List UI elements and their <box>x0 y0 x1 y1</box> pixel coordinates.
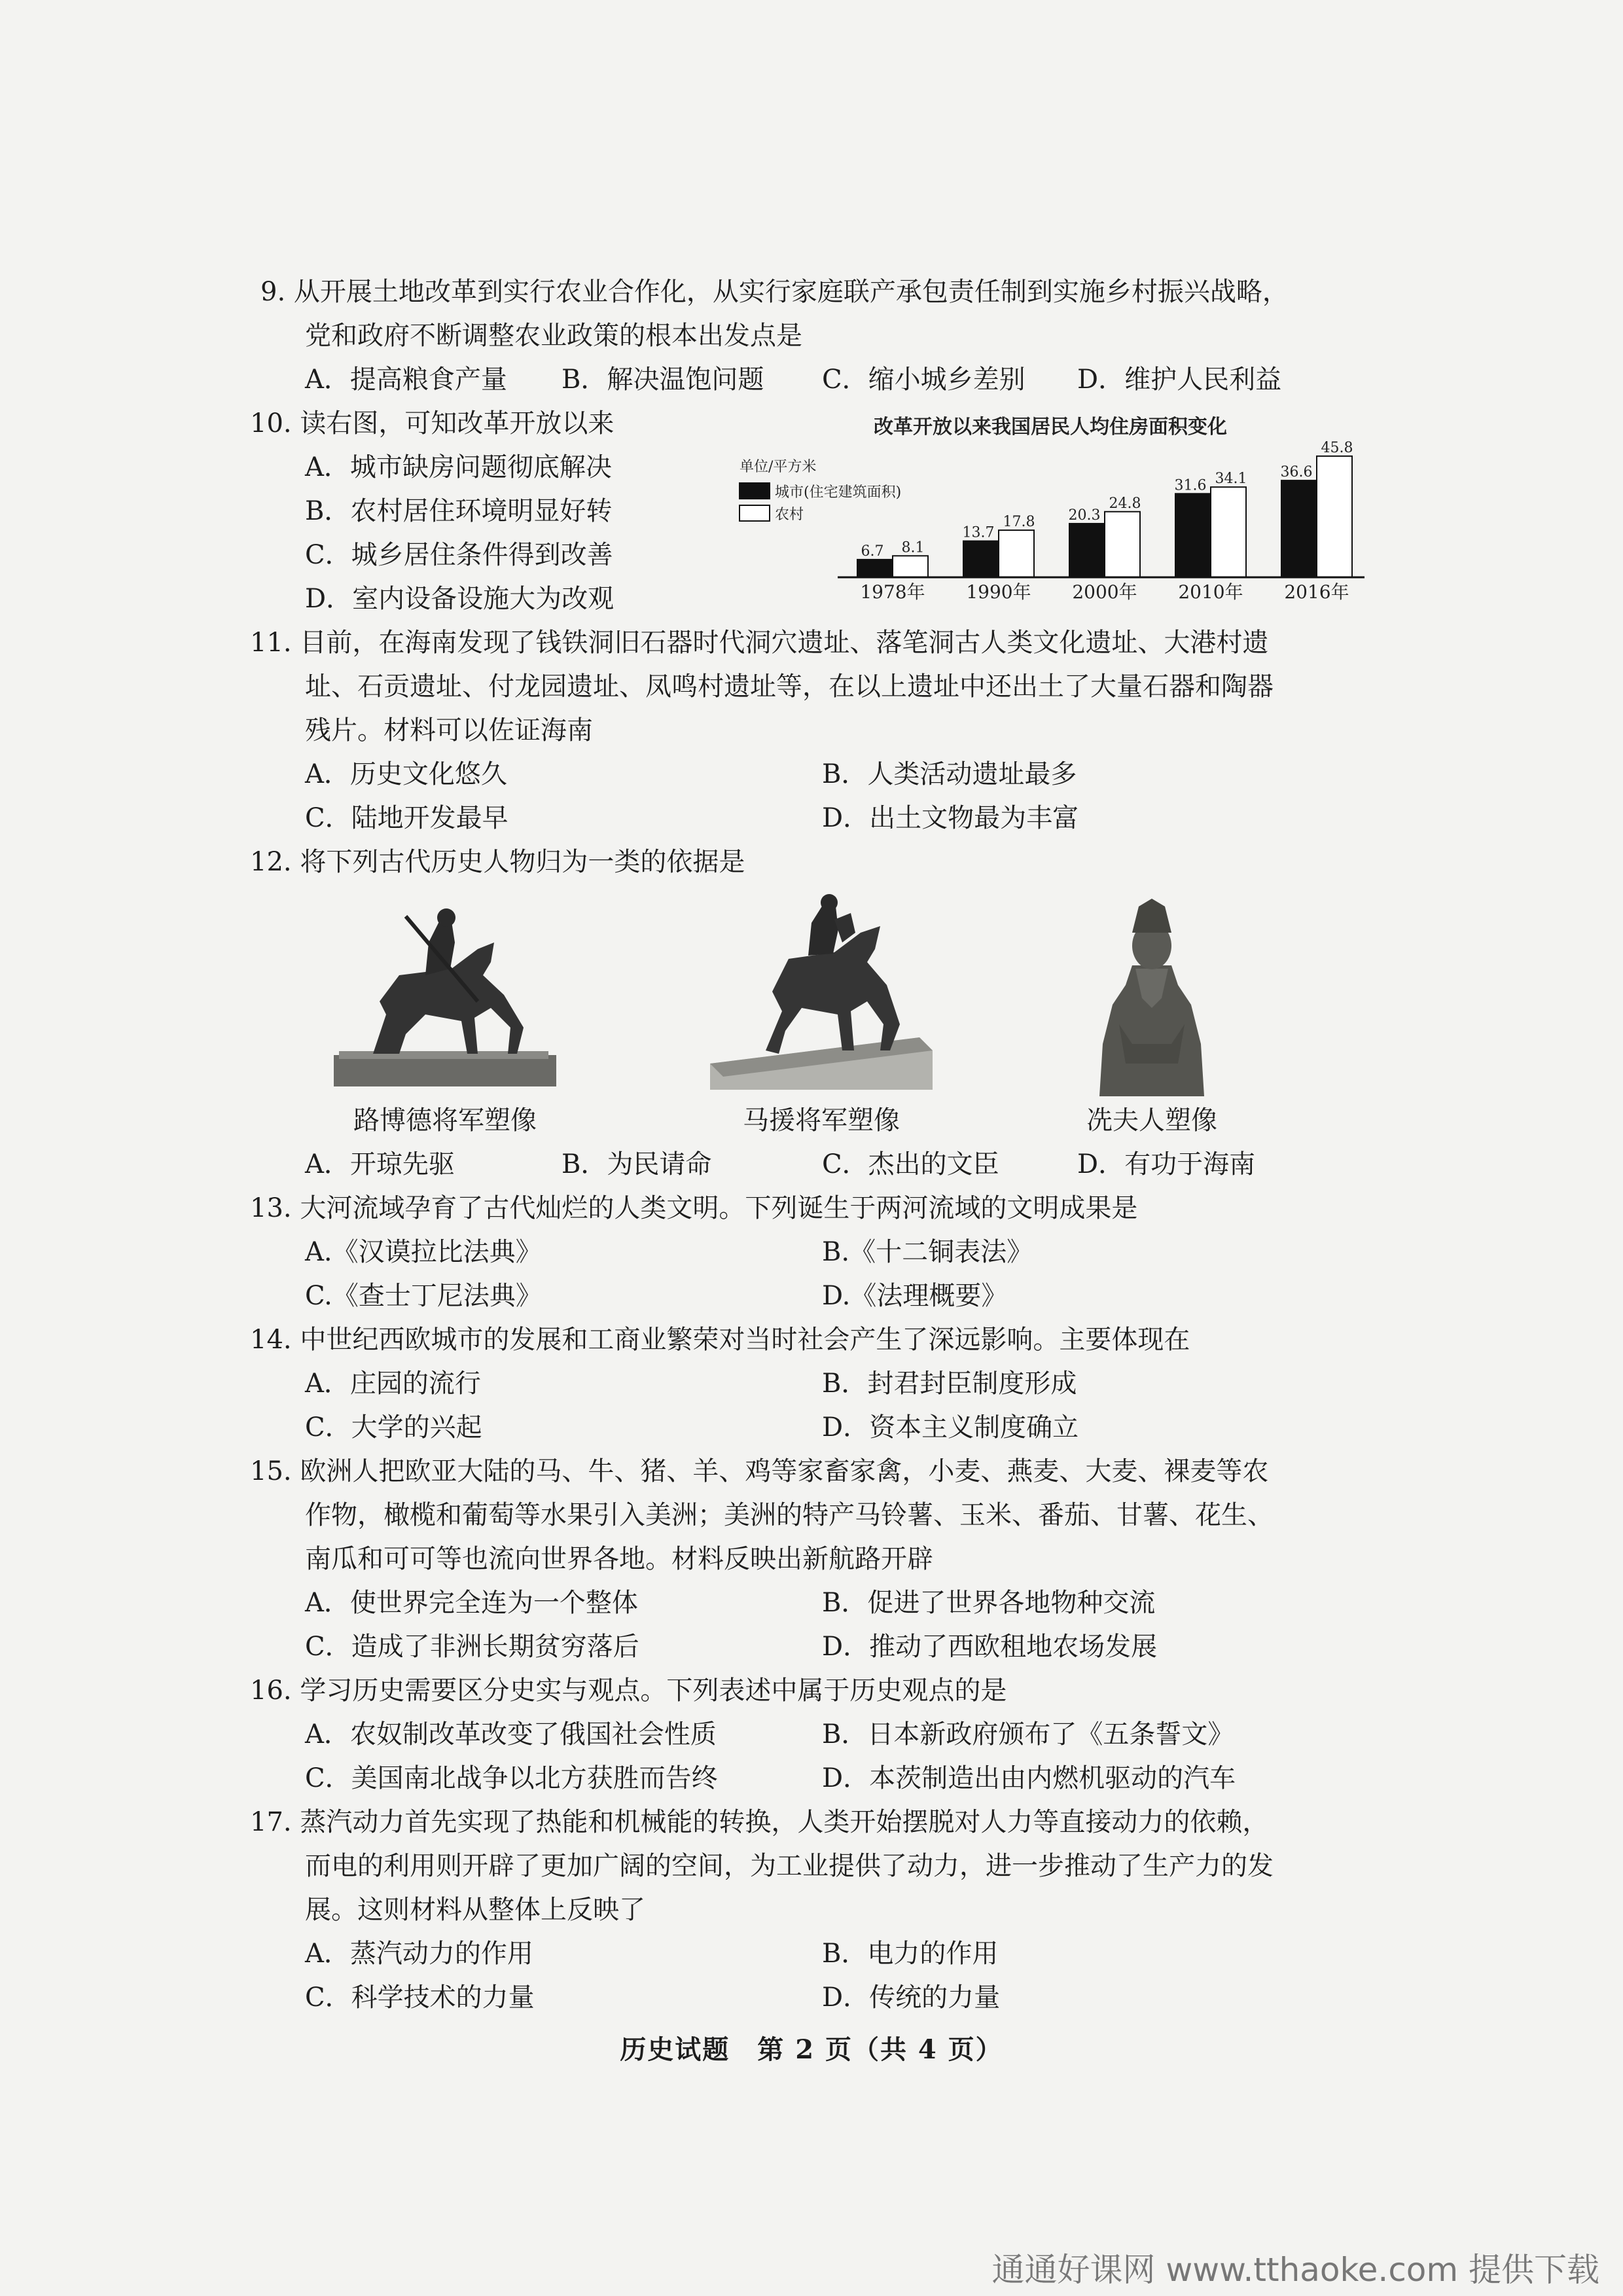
q17-text-line1: 蒸汽动力首先实现了热能和机械能的转换，人类开始摆脱对人力等直接动力的依赖， <box>300 1807 1269 1837</box>
q17-text-line3: 展。这则材料从整体上反映了 <box>305 1895 645 1925</box>
housing-area-bar-chart <box>726 406 1368 602</box>
q15-option-d: D．推动了西欧租地农场发展 <box>822 1632 1158 1662</box>
legend-swatch-rural <box>740 505 770 521</box>
bar-urban-0 <box>857 560 893 577</box>
q14-number: 14. <box>250 1325 292 1355</box>
q10-option-d: D．室内设备设施大为改观 <box>305 584 615 614</box>
q9-line1 <box>260 270 1289 314</box>
q11-option-c: C．陆地开发最早 <box>305 803 508 833</box>
bar-urban-4 <box>1281 480 1317 577</box>
caption-lady-xian: 冼夫人塑像 <box>1086 1105 1217 1136</box>
q11-number: 11. <box>250 628 292 658</box>
legend-swatch-urban <box>740 483 770 499</box>
q17-text-line2: 而电的利用则开辟了更加广阔的空间，为工业提供了动力，进一步推动了生产力的发 <box>305 1851 1274 1881</box>
x-tick-label-3: 2010年 <box>1178 581 1243 602</box>
q15-option-c: C．造成了非洲长期贫穷落后 <box>305 1632 639 1662</box>
page-footer: 历史试题 第 2 页（共 4 页） <box>620 2034 1003 2065</box>
bar-rural-4 <box>1317 456 1352 577</box>
x-tick-label-4: 2016年 <box>1284 581 1349 602</box>
statue-lu-bode-image <box>327 903 563 1100</box>
q10-number: 10. <box>250 408 292 439</box>
q12-option-b: B．为民请命 <box>562 1149 712 1179</box>
q9-option-b: B．解决温饱问题 <box>562 365 764 395</box>
q13-stem: 大河流域孕育了古代灿烂的人类文明。下列诞生于两河流域的文明成果是 <box>300 1193 1138 1223</box>
q17-line1 <box>250 1801 1268 1844</box>
q12-stem: 将下列古代历史人物归为一类的依据是 <box>300 847 745 877</box>
q15-line1 <box>250 1450 1268 1494</box>
chart-unit-label: 单位/平方米 <box>740 459 817 475</box>
q13-option-b: B.《十二铜表法》 <box>822 1237 1033 1267</box>
q9-option-c: C．缩小城乡差别 <box>822 365 1026 395</box>
bar-rural-2 <box>1105 512 1140 577</box>
q12-option-d: D．有功于海南 <box>1077 1149 1256 1179</box>
q16-option-b: B．日本新政府颁布了《五条誓文》 <box>822 1719 1234 1749</box>
q15-number: 15. <box>250 1456 292 1486</box>
q15-option-b: B．促进了世界各地物种交流 <box>822 1588 1156 1618</box>
q12-stem-line <box>250 840 745 884</box>
q14-option-b: B．封君封臣制度形成 <box>822 1369 1077 1399</box>
value-label-rural-3: 34.1 <box>1215 471 1247 488</box>
q10-option-a: A．城市缺房问题彻底解决 <box>305 452 612 482</box>
q17-option-a: A．蒸汽动力的作用 <box>305 1939 533 1969</box>
q16-number: 16. <box>250 1676 292 1706</box>
statue-lady-xian-image <box>1080 893 1224 1100</box>
value-label-urban-1: 13.7 <box>962 524 995 541</box>
value-label-urban-4: 36.6 <box>1280 464 1313 481</box>
q13-option-a: A.《汉谟拉比法典》 <box>305 1237 542 1267</box>
x-tick-label-2: 2000年 <box>1072 581 1137 602</box>
q17-number: 17. <box>250 1807 292 1837</box>
statue-ma-yuan-image <box>704 893 939 1100</box>
legend-label-rural: 农村 <box>775 507 804 523</box>
q16-stem-line <box>250 1669 1007 1713</box>
bar-rural-0 <box>893 556 928 577</box>
bar-urban-2 <box>1069 524 1105 577</box>
q16-stem: 学习历史需要区分史实与观点。下列表述中属于历史观点的是 <box>300 1676 1007 1706</box>
bar-rural-1 <box>999 530 1034 577</box>
bar-rural-3 <box>1211 487 1246 577</box>
q14-stem-line <box>250 1318 1190 1362</box>
q16-option-a: A．农奴制改革改变了俄国社会性质 <box>305 1719 717 1749</box>
q9-option-d: D．维护人民利益 <box>1077 365 1282 395</box>
q15-option-a: A．使世界完全连为一个整体 <box>305 1588 638 1618</box>
value-label-rural-1: 17.8 <box>1003 514 1035 531</box>
q16-option-c: C．美国南北战争以北方获胜而告终 <box>305 1763 718 1793</box>
value-label-urban-2: 20.3 <box>1068 507 1101 524</box>
q9-text-line2: 党和政府不断调整农业政策的根本出发点是 <box>305 321 802 351</box>
q11-line1 <box>250 621 1268 665</box>
bar-urban-1 <box>963 541 999 577</box>
q13-option-d: D.《法理概要》 <box>822 1281 1008 1311</box>
legend-label-urban: 城市(住宅建筑面积) <box>775 484 902 501</box>
q16-option-d: D．本茨制造出由内燃机驱动的汽车 <box>822 1763 1236 1793</box>
x-tick-label-0: 1978年 <box>860 581 925 602</box>
q17-option-c: C．科学技术的力量 <box>305 1982 535 2013</box>
x-tick-label-1: 1990年 <box>966 581 1031 602</box>
q11-option-a: A．历史文化悠久 <box>305 759 507 789</box>
q15-text-line2: 作物，橄榄和葡萄等水果引入美洲；美洲的特产马铃薯、玉米、番茄、甘薯、花生、 <box>305 1500 1274 1530</box>
q10-option-c: C．城乡居住条件得到改善 <box>305 540 613 570</box>
q14-option-a: A．庄园的流行 <box>305 1369 481 1399</box>
q9-option-a: A．提高粮食产量 <box>305 365 507 395</box>
bar-urban-3 <box>1175 493 1211 577</box>
q9-text-line1: 从开展土地改革到实行农业合作化，从实行家庭联产承包责任制到实施乡村振兴战略， <box>293 277 1289 307</box>
value-label-urban-0: 6.7 <box>861 543 884 560</box>
value-label-rural-4: 45.8 <box>1321 439 1353 456</box>
q10-option-b: B．农村居住环境明显好转 <box>305 496 613 526</box>
q12-number: 12. <box>250 847 292 877</box>
q12-option-c: C．杰出的文臣 <box>822 1149 999 1179</box>
q17-option-d: D．传统的力量 <box>822 1982 1001 2013</box>
q15-text-line3: 南瓜和可可等也流向世界各地。材料反映出新航路开辟 <box>305 1544 933 1574</box>
q13-option-c: C.《查士丁尼法典》 <box>305 1281 542 1311</box>
q11-text-line2: 址、石贡遗址、付龙园遗址、凤鸣村遗址等，在以上遗址中还出土了大量石器和陶器 <box>305 672 1274 702</box>
q11-text-line3: 残片。材料可以佐证海南 <box>305 715 593 745</box>
q17-option-b: B．电力的作用 <box>822 1939 999 1969</box>
q13-stem-line <box>250 1187 1137 1230</box>
q11-option-d: D．出土文物最为丰富 <box>822 803 1079 833</box>
q15-text-line1: 欧洲人把欧亚大陆的马、牛、猪、羊、鸡等家畜家禽，小麦、燕麦、大麦、裸麦等农 <box>300 1456 1269 1486</box>
value-label-urban-3: 31.6 <box>1174 477 1207 494</box>
chart-title: 改革开放以来我国居民人均住房面积变化 <box>874 416 1227 439</box>
q14-option-d: D．资本主义制度确立 <box>822 1412 1079 1443</box>
q11-option-b: B．人类活动遗址最多 <box>822 759 1077 789</box>
q13-number: 13. <box>250 1193 292 1223</box>
q12-option-a: A．开琼先驱 <box>305 1149 455 1179</box>
q10-stem-line <box>250 402 614 446</box>
q14-option-c: C．大学的兴起 <box>305 1412 482 1443</box>
watermark-text: 通通好课网 www.tthaoke.com 提供下载 <box>991 2251 1599 2289</box>
q14-stem: 中世纪西欧城市的发展和工商业繁荣对当时社会产生了深远影响。主要体现在 <box>300 1325 1190 1355</box>
caption-lu-bode: 路博德将军塑像 <box>353 1105 537 1136</box>
caption-ma-yuan: 马援将军塑像 <box>743 1105 900 1136</box>
value-label-rural-2: 24.8 <box>1109 495 1141 512</box>
q11-text-line1: 目前，在海南发现了钱铁洞旧石器时代洞穴遗址、落笔洞古人类文化遗址、大港村遗 <box>300 628 1269 658</box>
q9-number: 9. <box>260 277 286 307</box>
value-label-rural-0: 8.1 <box>901 539 925 556</box>
q10-stem: 读右图，可知改革开放以来 <box>300 408 615 439</box>
